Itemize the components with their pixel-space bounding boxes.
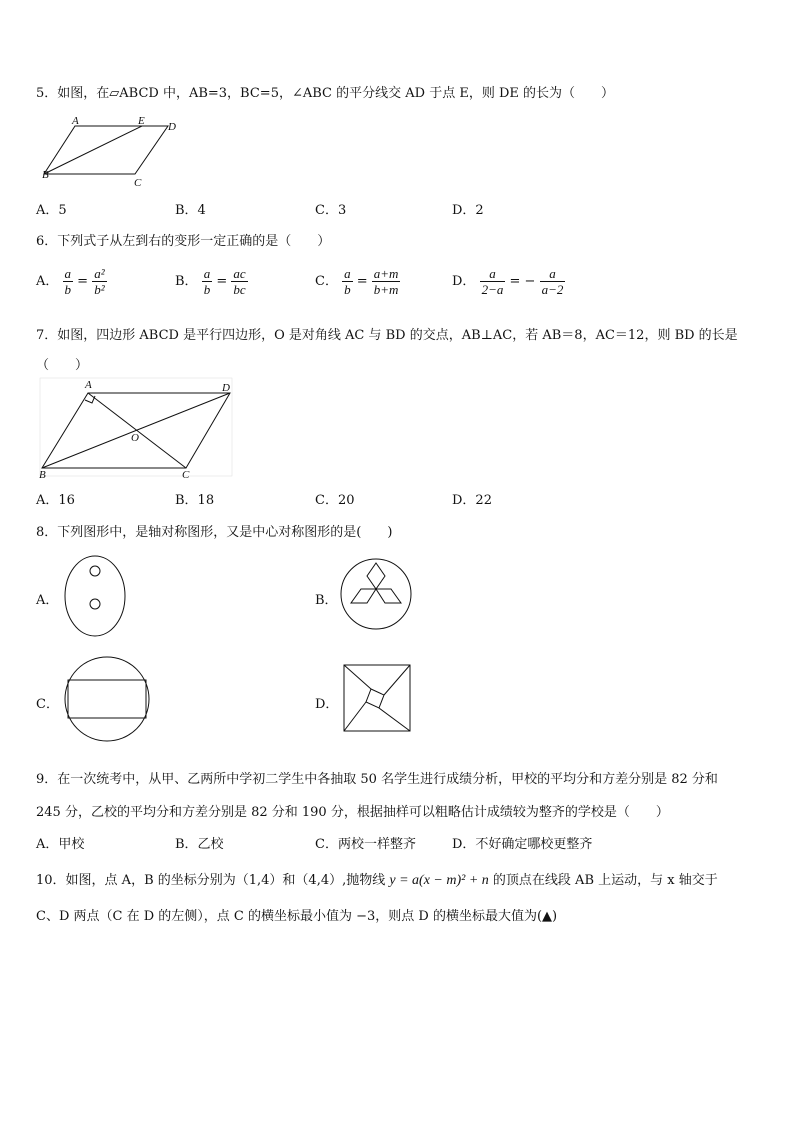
fraction: $\frac{a}{a-2}$ xyxy=(541,266,564,297)
q7-label-b: B xyxy=(39,469,46,481)
q10-stem-line2: C、D 两点（C 在 D 的左侧），点 C 的横坐标最小值为 −3，则点 D 的横坐标最大值为(▲) xyxy=(36,909,558,924)
q8-figure-c-rect-in-circle xyxy=(60,656,156,742)
q6-stem: 6．下列式子从左到右的变形一定正确的是（ ） xyxy=(36,234,331,249)
q6-option-d[interactable] xyxy=(452,266,565,297)
q10-stem-part2: 的顶点在线段 AB 上运动，与 x 轴交于 xyxy=(492,873,718,888)
q5-label-c: C xyxy=(134,177,142,189)
q8-option-a[interactable]: A． xyxy=(36,593,59,608)
fraction: $\frac{a}{b}$ xyxy=(344,266,351,297)
q8-option-b[interactable]: B． xyxy=(315,593,338,608)
equals-sign: = xyxy=(216,274,228,289)
q7-option-b[interactable]: B．18 xyxy=(175,493,215,508)
q8-option-c[interactable]: C． xyxy=(36,697,59,712)
equals-sign: = xyxy=(77,274,89,289)
q6-option-c-label: C． xyxy=(315,274,338,289)
q7-option-a[interactable]: A．16 xyxy=(36,493,75,508)
fraction: $\frac{a}{b}$ xyxy=(203,266,211,297)
q10-parabola-formula: y = a(x − m)² + n xyxy=(389,873,489,888)
q5-option-d[interactable]: D．2 xyxy=(452,203,484,218)
q9-option-d[interactable]: D．不好确定哪校更整齐 xyxy=(452,837,593,852)
q5-label-e: E xyxy=(138,115,145,127)
q7-label-o: O xyxy=(131,432,139,444)
fraction: $\frac{a}{2-a}$ xyxy=(481,266,504,297)
q6-option-c[interactable] xyxy=(315,266,400,297)
q10-stem-part1: 10．如图，点 A，B 的坐标分别为（1,4）和（4,4）,抛物线 xyxy=(36,873,386,888)
fraction: $\frac{a+m}{b+m}$ xyxy=(373,266,399,297)
q8-option-d[interactable]: D． xyxy=(315,697,339,712)
q5-label-a: A xyxy=(72,115,79,127)
q7-parallelogram-figure xyxy=(38,378,238,482)
q7-label-c: C xyxy=(182,469,190,481)
q7-option-d[interactable]: D．22 xyxy=(452,493,492,508)
q7-label-a: A xyxy=(85,379,92,391)
q9-stem-line1: 9．在一次统考中，从甲、乙两所中学初二学生中各抽取 50 名学生进行成绩分析，甲校的平均分和方差分别是 82 分和 xyxy=(36,772,718,787)
q7-stem-line2: （ ） xyxy=(36,358,89,373)
q9-option-b[interactable]: B．乙校 xyxy=(175,837,224,852)
q5-parallelogram-figure xyxy=(40,116,180,190)
equals-sign: = − xyxy=(509,274,536,289)
q6-option-a[interactable] xyxy=(36,266,107,297)
q6-option-a-label: A． xyxy=(36,274,59,289)
q5-option-a[interactable]: A．5 xyxy=(36,203,67,218)
fraction: $\frac{a}{b}$ xyxy=(64,266,72,297)
q8-stem: 8．下列图形中，是轴对称图形，又是中心对称图形的是( ) xyxy=(36,525,393,540)
q6-option-b-label: B． xyxy=(175,274,198,289)
q9-option-c[interactable]: C．两校一样整齐 xyxy=(315,837,416,852)
fraction: $\frac{\text{a²}}{\text{b²}}$ xyxy=(94,266,105,297)
q5-option-c[interactable]: C．3 xyxy=(315,203,347,218)
q5-label-d: D xyxy=(168,121,176,133)
q5-label-b: B xyxy=(42,169,49,181)
q5-stem: 5．如图，在▱ABCD 中，AB=3，BC=5，∠ABC 的平分线交 AD 于点 E，则 DE 的长为（ ） xyxy=(36,86,614,101)
q7-stem-line1: 7．如图，四边形 ABCD 是平行四边形，O 是对角线 AC 与 BD 的交点，AB⊥AC，若 AB＝8，AC＝12，则 BD 的长是 xyxy=(36,328,738,343)
fraction: $\frac{ac}{bc}$ xyxy=(233,266,246,297)
q5-option-b[interactable]: B．4 xyxy=(175,203,206,218)
q9-stem-line2: 245 分，乙校的平均分和方差分别是 82 分和 190 分，根据抽样可以粗略估计成绩较为整齐的学校是（ ） xyxy=(36,805,669,820)
q8-figure-d-pinwheel-square xyxy=(343,664,413,734)
q6-option-d-label: D． xyxy=(452,274,476,289)
q7-label-d: D xyxy=(222,382,230,394)
q9-option-a[interactable]: A．甲校 xyxy=(36,837,85,852)
q10-stem-line1 xyxy=(36,869,718,889)
q8-figure-a-ellipse xyxy=(64,555,128,637)
q8-figure-b-three-diamonds xyxy=(340,558,412,630)
q7-option-c[interactable]: C．20 xyxy=(315,493,355,508)
equals-sign: = xyxy=(356,274,368,289)
q6-option-b[interactable] xyxy=(175,266,248,297)
